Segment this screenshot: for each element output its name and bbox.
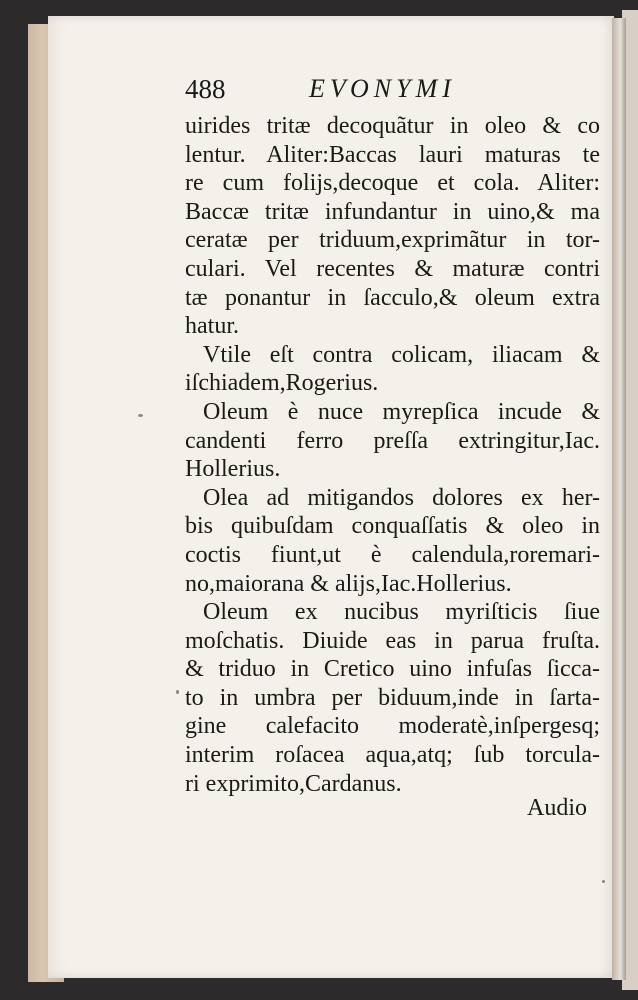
text-line: moſchatis. Diuide eas in parua fruſta. [185,627,600,654]
text-line: Baccæ tritæ infundantur in uino,& ma [185,198,600,225]
text-line: culari. Vel recentes & maturæ contri [185,255,600,282]
paper-speck [176,690,179,694]
body-text [185,112,600,798]
text-line: Oleum è nuce myrepſica incude & [203,398,600,425]
text-line: candenti ferro preſſa extringitur,Iac. [185,427,600,454]
page-header [185,70,585,106]
text-line: Oleum ex nucibus myriſticis ſiue [203,599,600,626]
text-line: & triduo in Cretico uino infuſas ſicca- [185,656,600,683]
text-line: ceratæ per triduum,exprimãtur in tor- [185,227,600,254]
paper-speck [602,880,605,883]
text-line: hatur. [185,313,239,340]
catchword: Audio [527,795,587,821]
text-line: tæ ponantur in ſacculo,& oleum extra [185,284,600,311]
text-line: coctis fiunt,ut è calendula,roremari- [185,541,600,568]
text-line: ri exprimito,Cardanus. [185,770,402,797]
text-line: Hollerius. [185,456,281,483]
text-line: Vtile eſt contra colicam, iliacam & [203,341,600,368]
text-line: Olea ad mitigandos dolores ex her- [203,484,600,511]
page-edge-right [612,18,626,980]
text-line: uirides tritæ decoquãtur in oleo & co [185,113,600,139]
text-line: to in umbra per biduum,inde in ſarta- [185,684,600,711]
text-line: gine calefacito moderatè,inſpergesq; [185,713,600,740]
text-line: interim roſacea aqua,atq; ſub torcula- [185,742,600,769]
text-line: no,maiorana & alijs,Iac.Hollerius. [185,570,512,597]
paper-speck [138,414,143,417]
text-line: bis quibuſdam conquaſſatis & oleo in [185,513,600,540]
text-line: iſchiadem,Rogerius. [185,370,379,397]
page-number: 488 [185,74,226,104]
text-line: lentur. Aliter:Baccas lauri maturas te [185,141,600,168]
running-title: EVONYMI [309,74,456,103]
text-line: re cum folijs,decoque et cola. Aliter: [185,170,600,197]
